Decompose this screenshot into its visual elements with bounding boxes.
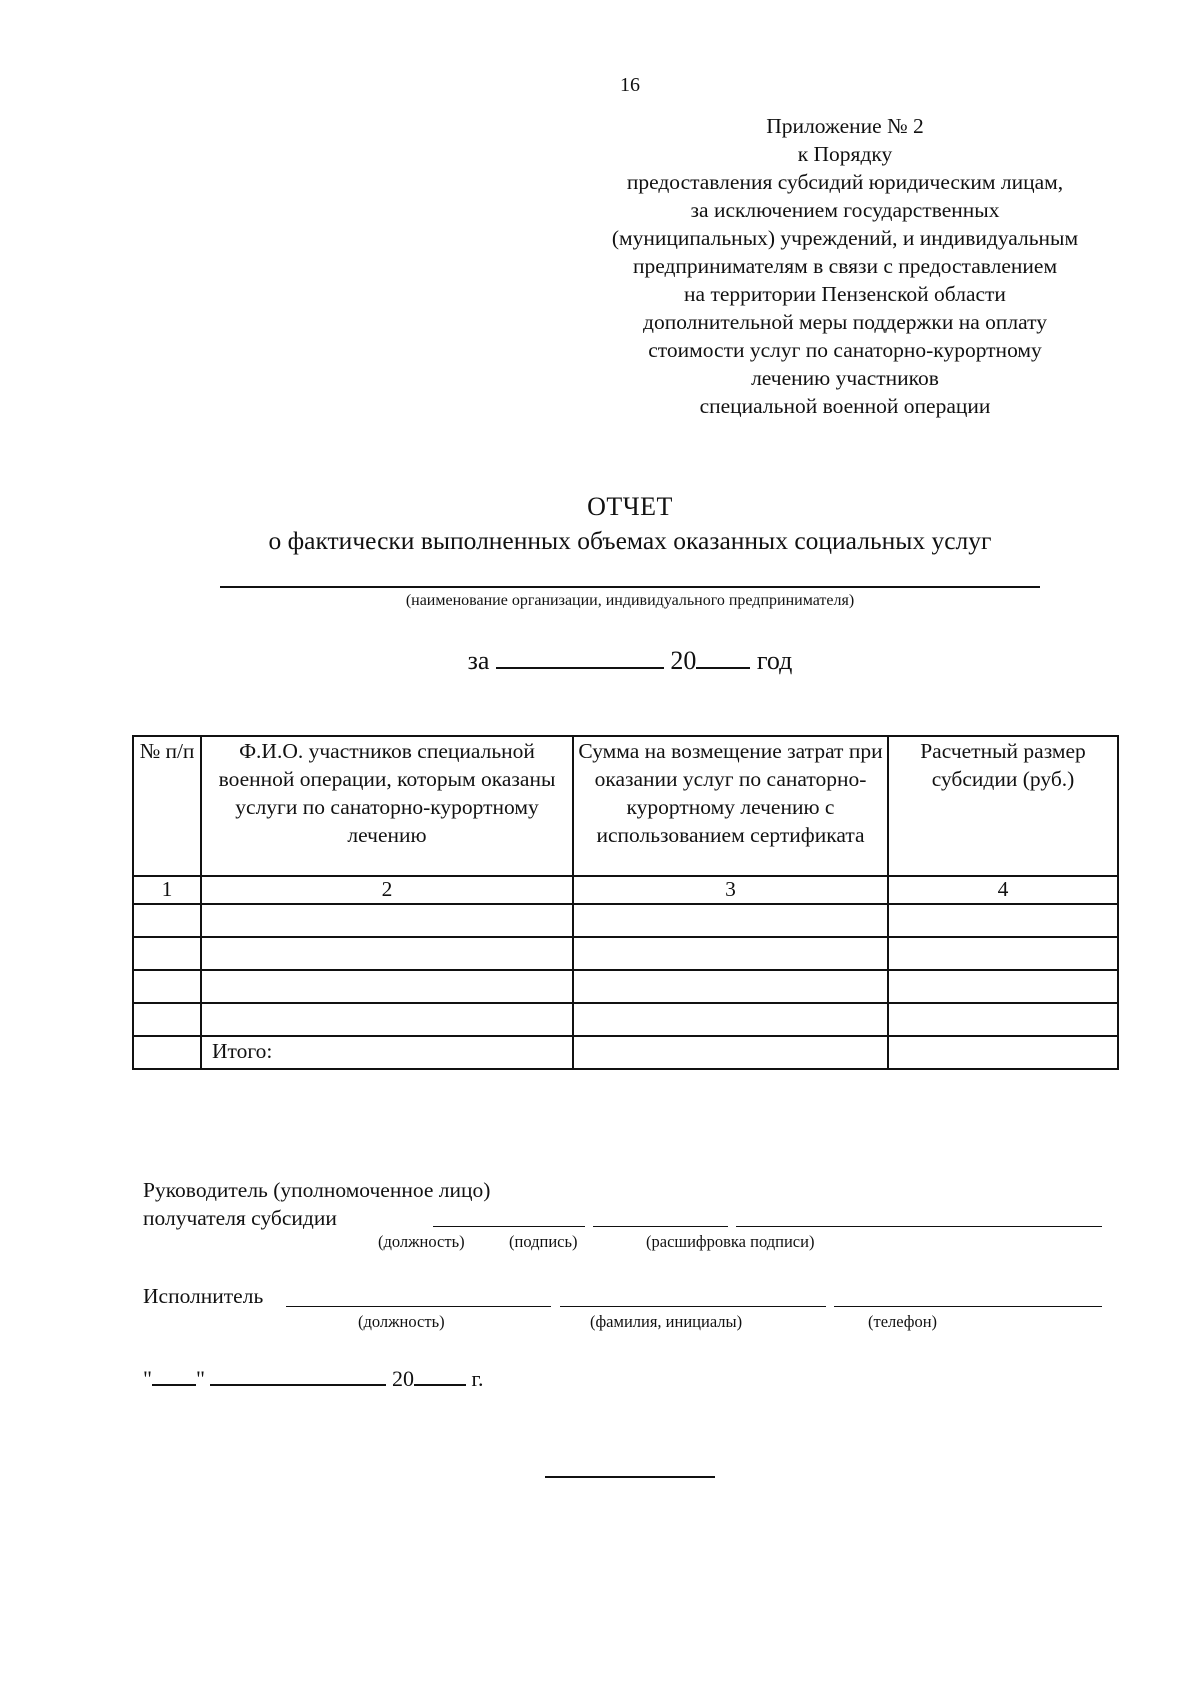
annex-line: Приложение № 2 xyxy=(766,114,924,138)
annex-line: за исключением государственных xyxy=(690,198,1000,222)
report-table xyxy=(132,735,1119,1070)
head-signature-label xyxy=(143,1176,490,1232)
date-month-blank[interactable] xyxy=(210,1364,386,1386)
head-label-line1: Руководитель (уполномоченное лицо) xyxy=(143,1178,491,1202)
annex-line: специальной военной операции xyxy=(699,394,991,418)
table-cell[interactable] xyxy=(888,1003,1118,1036)
report-period xyxy=(0,645,1200,676)
header-cell: Сумма на возмещение затрат при оказании услуг по санаторно-курортному лечению с использованием сертификата xyxy=(573,736,888,876)
column-number: 1 xyxy=(133,876,201,904)
table-cell[interactable] xyxy=(573,904,888,937)
total-row xyxy=(133,1036,1118,1069)
header-cell: Расчетный размер субсидии (руб.) xyxy=(888,736,1118,876)
date-suffix: г. xyxy=(471,1366,484,1391)
column-number: 2 xyxy=(201,876,573,904)
executor-caption-position: (должность) xyxy=(358,1312,445,1331)
period-year-prefix: 20 xyxy=(670,646,697,675)
date-day-blank[interactable] xyxy=(152,1364,196,1386)
total-label: Итого: xyxy=(201,1036,573,1069)
date-quote-open: " xyxy=(143,1366,152,1391)
closing-rule xyxy=(545,1476,715,1478)
annex-line: лечению участников xyxy=(751,366,939,390)
table-cell[interactable] xyxy=(573,1036,888,1069)
annex-line: на территории Пензенской области xyxy=(684,282,1006,306)
table-row xyxy=(133,1003,1118,1036)
table-cell[interactable] xyxy=(133,937,201,970)
page-number: 16 xyxy=(620,74,640,96)
date-year-blank[interactable] xyxy=(414,1364,466,1386)
table-cell[interactable] xyxy=(201,970,573,1003)
annex-heading xyxy=(560,112,1130,420)
head-caption-name: (расшифровка подписи) xyxy=(646,1232,815,1251)
table-cell[interactable] xyxy=(573,970,888,1003)
annex-line: стоимости услуг по санаторно-курортному xyxy=(648,338,1042,362)
executor-caption-name: (фамилия, инициалы) xyxy=(590,1312,743,1331)
organization-caption: (наименование организации, индивидуального предпринимателя) xyxy=(405,592,855,609)
annex-line: предпринимателям в связи с предоставлением xyxy=(632,254,1058,278)
table-cell[interactable] xyxy=(133,904,201,937)
head-name-blank[interactable] xyxy=(736,1226,1102,1227)
table-row xyxy=(133,904,1118,937)
head-caption-position: (должность) xyxy=(378,1232,465,1251)
period-year-blank[interactable] xyxy=(696,645,750,669)
table-cell[interactable] xyxy=(888,937,1118,970)
table-cell[interactable] xyxy=(201,904,573,937)
head-caption-signature: (подпись) xyxy=(509,1232,578,1251)
report-subtitle: о фактически выполненных объемах оказанных социальных услуг xyxy=(268,526,992,555)
table-cell[interactable] xyxy=(133,1003,201,1036)
annex-line: предоставления субсидий юридическим лицам, xyxy=(626,170,1064,194)
table-cell[interactable] xyxy=(133,970,201,1003)
table-cell[interactable] xyxy=(573,1003,888,1036)
header-cell: № п/п xyxy=(133,736,201,876)
head-label-line2: получателя субсидии xyxy=(143,1206,337,1230)
date-quote-close: " xyxy=(195,1366,205,1391)
table-row xyxy=(133,937,1118,970)
table-cell[interactable] xyxy=(201,1003,573,1036)
table-cell[interactable] xyxy=(888,904,1118,937)
annex-line: к Порядку xyxy=(797,142,893,166)
date-line xyxy=(143,1364,484,1393)
table-row xyxy=(133,970,1118,1003)
organization-name-line[interactable] xyxy=(220,586,1040,588)
date-year-prefix: 20 xyxy=(391,1366,414,1391)
table-header-row xyxy=(133,736,1118,876)
period-suffix: год xyxy=(756,646,793,675)
table-cell[interactable] xyxy=(573,937,888,970)
table-cell[interactable] xyxy=(888,970,1118,1003)
table-cell[interactable] xyxy=(201,937,573,970)
executor-phone-blank[interactable] xyxy=(834,1306,1102,1307)
column-number-row xyxy=(133,876,1118,904)
period-blank[interactable] xyxy=(496,645,664,669)
executor-position-blank[interactable] xyxy=(286,1306,551,1307)
report-title: ОТЧЕТ xyxy=(587,492,673,521)
table-cell[interactable] xyxy=(888,1036,1118,1069)
executor-caption-phone: (телефон) xyxy=(868,1312,938,1331)
executor-name-blank[interactable] xyxy=(560,1306,826,1307)
executor-label: Исполнитель xyxy=(143,1284,264,1308)
table-cell[interactable] xyxy=(133,1036,201,1069)
period-prefix: за xyxy=(467,646,490,675)
annex-line: (муниципальных) учреждений, и индивидуальным xyxy=(611,226,1079,250)
head-position-blank[interactable] xyxy=(433,1226,585,1227)
column-number: 3 xyxy=(573,876,888,904)
header-cell: Ф.И.О. участников специальной военной операции, которым оказаны услуги по санаторно-курортному лечению xyxy=(201,736,573,876)
annex-line: дополнительной меры поддержки на оплату xyxy=(643,310,1047,334)
head-signature-blank[interactable] xyxy=(593,1226,728,1227)
column-number: 4 xyxy=(888,876,1118,904)
